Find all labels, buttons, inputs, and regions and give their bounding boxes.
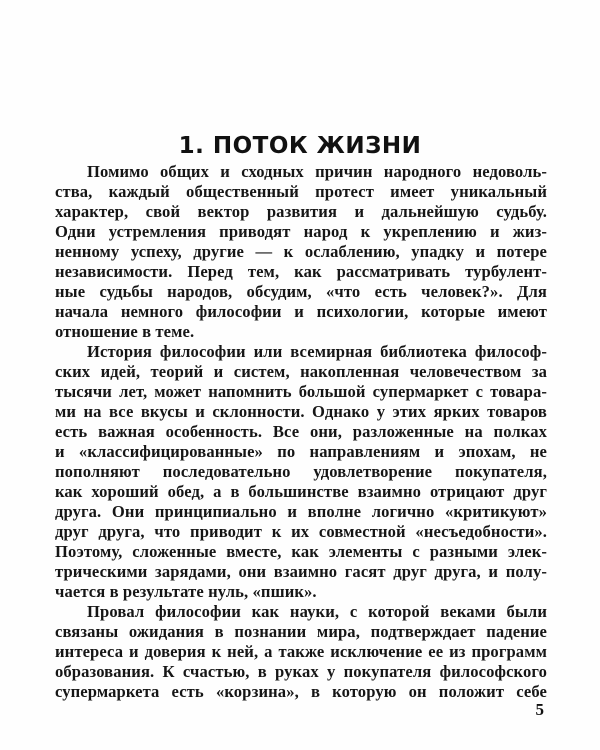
text-line: пополняют последовательно удовлетворение покупателя, bbox=[55, 462, 547, 481]
text-line: начала немного философии и психологии, которые имеют bbox=[55, 302, 547, 321]
text-line: как хороший обед, а в большинстве взаимно отрицают друг bbox=[55, 482, 547, 501]
text-line: друг друга, что приводит к их совместной «несъедобности». bbox=[55, 522, 547, 541]
page-number: 5 bbox=[535, 700, 544, 719]
text-line: супермаркета есть «корзина», в которую он положит себе bbox=[55, 682, 547, 701]
text-line: Провал философии как науки, с которой веками были bbox=[87, 602, 547, 621]
text-line: История философии или всемирная библиотека философ- bbox=[87, 342, 547, 361]
text-line: чается в результате нуль, «пшик». bbox=[55, 582, 317, 601]
text-line: трическими зарядами, они взаимно гасят друг друга, и полу- bbox=[55, 562, 547, 581]
text-line: друга. Они принципиально и вполне логично «критикуют» bbox=[55, 502, 547, 521]
text-line: ских идей, теорий и систем, накопленная человечеством за bbox=[55, 362, 547, 381]
text-line: отношение в теме. bbox=[55, 322, 195, 341]
text-line: ненному успеху, другие — к ослаблению, упадку и потере bbox=[55, 242, 547, 261]
text-line: ные судьбы народов, обсудим, «что есть человек?». Для bbox=[55, 282, 547, 301]
text-line: Одни устремления приводят народ к укреплению и жиз- bbox=[55, 222, 547, 241]
text-line: характер, свой вектор развития и дальнейшую судьбу. bbox=[55, 202, 547, 221]
body-text bbox=[55, 162, 547, 702]
text-line: связаны ожидания в познании мира, подтверждает падение bbox=[55, 622, 547, 641]
text-line: Поэтому, сложенные вместе, как элементы с разными элек- bbox=[55, 542, 547, 561]
text-line: ства, каждый общественный протест имеет уникальный bbox=[55, 182, 547, 201]
text-line: тысячи лет, может напомнить большой супермаркет с товара- bbox=[55, 382, 547, 401]
text-line: Помимо общих и сходных причин народного недоволь- bbox=[87, 162, 547, 181]
text-line: независимости. Перед тем, как рассматривать турбулент- bbox=[55, 262, 547, 281]
text-line: и «классифицированные» по направлениям и эпохам, не bbox=[55, 442, 547, 461]
text-line: интереса и доверия к ней, а также исключение ее из программ bbox=[55, 642, 547, 661]
chapter-title: 1. ПОТОК ЖИЗНИ bbox=[178, 133, 422, 159]
text-line: есть важная особенность. Все они, разложенные на полках bbox=[55, 422, 547, 441]
text-line: образования. К счастью, в руках у покупателя философского bbox=[55, 662, 547, 681]
text-line: ми на все вкусы и склонности. Однако у этих ярких товаров bbox=[55, 402, 547, 421]
